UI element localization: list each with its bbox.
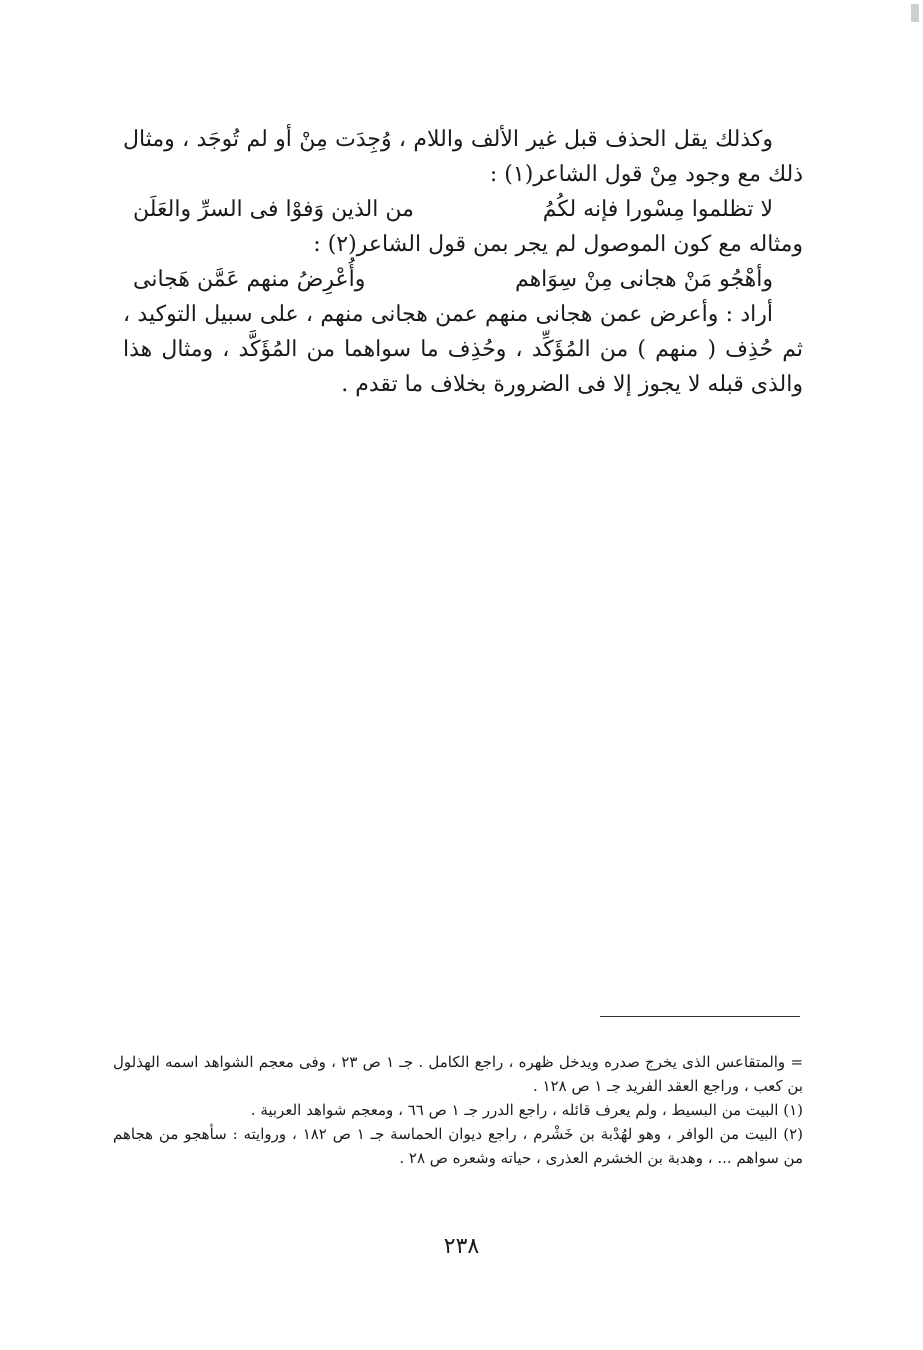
verse-2 — [123, 262, 803, 297]
verse-1-first-hemistich: لا تظلموا مِسْورا فإنه لكُمُ — [542, 197, 773, 222]
paragraph-2: ومثاله مع كون الموصول لم يجر بمن قول الشاعر(٢) : — [313, 232, 803, 257]
verse-2-first-hemistich: وأهْجُو مَنْ هجانى مِنْ سِوَاهم — [514, 267, 773, 292]
verse-2-second-hemistich: وأُعْرِضُ منهم عَمَّن هَجانى — [133, 267, 366, 292]
page-number: ٢٣٨ — [443, 1234, 480, 1259]
paragraph-3: أراد : وأعرض عمن هجانى منهم عمن هجانى منهم ، على سبيل التوكيد ، ثم حُذِف ( منهم ) من المُؤَكِّد ، وحُذِف ما سواهما من المُؤَكَّد ، ومثال هذا والذى قبله لا يجوز إلا فى الضرورة بخلاف ما تقدم . — [123, 302, 803, 397]
footnote-2: (٢) البيت من الوافر ، وهو لهُدْبة بن خَشْرم ، راجع ديوان الحماسة جـ ١ ص ١٨٢ ، وروايته : سأهجو من هجاهم من سواهم ... ، وهدبة بن الخشرم العذرى ، حياته وشعره ص ٢٨ . — [113, 1125, 804, 1167]
verse-1-second-hemistich: من الذين وَفوْا فى السرِّ والعَلَن — [133, 197, 414, 222]
footnote-separator — [600, 1016, 800, 1017]
main-text — [123, 122, 803, 402]
verse-1 — [123, 192, 803, 227]
footnote-continuation: = والمتقاعس الذى يخرج صدره ويدخل ظهره ، راجع الكامل . جـ ١ ص ٢٣ ، وفى معجم الشواهد اسمه الهذلول بن كعب ، وراجع العقد الفريد جـ ١ ص ١٢٨ . — [113, 1053, 804, 1095]
footnotes — [113, 1050, 803, 1170]
paragraph-1: وكذلك يقل الحذف قبل غير الألف واللام ، وُجِدَت مِنْ أو لم تُوجَد ، ومثال ذلك مع وجود مِنْ قول الشاعر(١) : — [123, 127, 803, 187]
footnote-1: (١) البيت من البسيط ، ولم يعرف قائله ، راجع الدرر جـ ١ ص ٦٦ ، ومعجم شواهد العربية . — [250, 1101, 803, 1119]
scan-edge-mark — [911, 4, 919, 22]
